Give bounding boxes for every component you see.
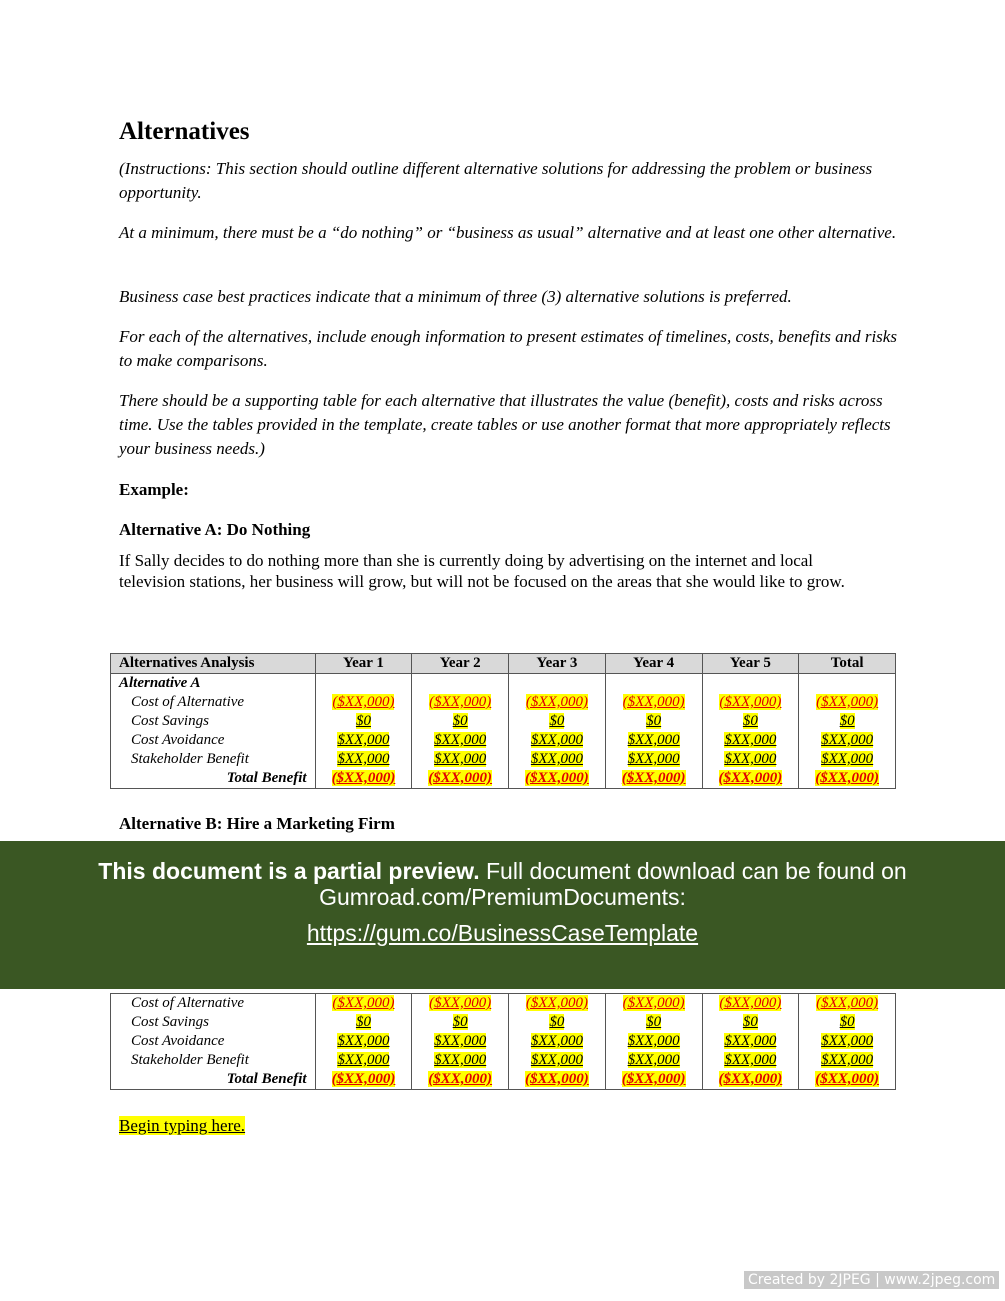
cell-value: $XX,000: [627, 732, 680, 748]
table-cell: [412, 712, 509, 731]
cell-value: ($XX,000): [525, 770, 589, 786]
cell-value: ($XX,000): [719, 995, 782, 1011]
cell-value: ($XX,000): [525, 1071, 589, 1087]
table-cell: [799, 1013, 896, 1032]
table-row: [111, 1013, 896, 1032]
table-cell: [605, 1013, 702, 1032]
cell-value: ($XX,000): [331, 1071, 396, 1087]
cell-value: $0: [355, 713, 371, 729]
table-cell: [605, 731, 702, 750]
cell-value: $XX,000: [821, 732, 874, 748]
table-cell: [605, 1051, 702, 1070]
table-cell: [412, 1032, 509, 1051]
table-cell: [702, 1070, 799, 1090]
cell-value: $XX,000: [337, 1033, 390, 1049]
begin-typing-link[interactable]: [119, 1114, 899, 1138]
table-cell: [509, 1070, 606, 1090]
cell-value: $0: [646, 713, 662, 729]
cell-value: $0: [742, 713, 758, 729]
cell-value: ($XX,000): [428, 770, 493, 786]
table-cell: [315, 994, 412, 1014]
row-label: Cost Avoidance: [111, 1032, 316, 1051]
cell-value: $XX,000: [337, 1052, 390, 1068]
cell-value: ($XX,000): [718, 1071, 783, 1087]
cell-value: ($XX,000): [332, 995, 395, 1011]
column-header: Year 4: [605, 654, 702, 674]
cell-value: $XX,000: [627, 1052, 680, 1068]
cell-value: ($XX,000): [718, 770, 783, 786]
cell-value: $0: [742, 1014, 758, 1030]
table-cell: [702, 1032, 799, 1051]
table-cell: [702, 750, 799, 769]
table-row-group: [111, 674, 896, 694]
empty-cell: [605, 674, 702, 694]
table-cell: [702, 1013, 799, 1032]
table-cell: [702, 712, 799, 731]
row-label: Cost of Alternative: [111, 693, 316, 712]
cell-value: ($XX,000): [621, 770, 686, 786]
cell-value: $0: [549, 1014, 565, 1030]
cell-value: $XX,000: [724, 1033, 777, 1049]
table-cell: [315, 1051, 412, 1070]
table-row: [111, 1070, 896, 1090]
cell-value: $XX,000: [434, 1052, 487, 1068]
alt-a-heading: Alternative A: Do Nothing: [119, 520, 311, 539]
instruction-paragraph: (Instructions: This section should outline different alternative solutions for addressing the problem or business opportunity.: [119, 159, 873, 202]
row-label: Cost Savings: [111, 712, 316, 731]
table-row: [111, 1032, 896, 1051]
cell-value: $XX,000: [627, 751, 680, 767]
table-cell: [799, 1032, 896, 1051]
table-cell: [799, 994, 896, 1014]
table-cell: [509, 750, 606, 769]
cell-value: $XX,000: [434, 751, 487, 767]
alternatives-table-b: [110, 993, 896, 1090]
example-label: Example:: [119, 480, 189, 499]
table-cell: [509, 1013, 606, 1032]
cell-value: $0: [452, 1014, 468, 1030]
cell-value: $0: [549, 713, 565, 729]
cell-value: $XX,000: [724, 732, 777, 748]
table-cell: [509, 712, 606, 731]
cell-value: ($XX,000): [622, 694, 685, 710]
cell-value: $XX,000: [724, 751, 777, 767]
row-group-label: Alternative A: [111, 674, 316, 694]
table-cell: [509, 1032, 606, 1051]
row-label: Stakeholder Benefit: [111, 750, 316, 769]
instruction-paragraph: At a minimum, there must be a “do nothing” or “business as usual” alternative and at least one other alternative.: [119, 223, 897, 242]
row-label: Cost of Alternative: [111, 994, 316, 1014]
table-row: [111, 693, 896, 712]
table-row: [111, 731, 896, 750]
table-cell: [315, 693, 412, 712]
table-cell: [412, 750, 509, 769]
table-cell: [315, 712, 412, 731]
table-cell: [702, 1051, 799, 1070]
cell-value: ($XX,000): [429, 995, 492, 1011]
begin-typing-text[interactable]: Begin typing here.: [119, 1116, 246, 1135]
table-cell: [412, 1070, 509, 1090]
cell-value: ($XX,000): [332, 694, 395, 710]
download-link[interactable]: https://gum.co/BusinessCaseTemplate: [306, 920, 699, 946]
empty-cell: [412, 674, 509, 694]
table-cell: [412, 1013, 509, 1032]
row-label: Stakeholder Benefit: [111, 1051, 316, 1070]
cell-value: ($XX,000): [621, 1071, 686, 1087]
table-cell: [315, 1032, 412, 1051]
cell-value: $XX,000: [337, 751, 390, 767]
cell-value: $XX,000: [821, 1052, 874, 1068]
table-cell: [702, 994, 799, 1014]
table-cell: [605, 1032, 702, 1051]
cell-value: ($XX,000): [525, 694, 588, 710]
table-cell: [315, 1070, 412, 1090]
column-header: Total: [799, 654, 896, 674]
table-cell: [315, 750, 412, 769]
table-row: [111, 769, 896, 789]
preview-banner: [0, 841, 1005, 989]
banner-bold-text: This document is a partial preview.: [98, 858, 480, 884]
table-cell: [799, 693, 896, 712]
empty-cell: [509, 674, 606, 694]
table-cell: [412, 769, 509, 789]
table-cell: [412, 1051, 509, 1070]
table-cell: [412, 693, 509, 712]
cell-value: $0: [355, 1014, 371, 1030]
banner-line-1: [0, 858, 1005, 884]
column-header: Alternatives Analysis: [111, 654, 316, 674]
table-cell: [605, 994, 702, 1014]
table-cell: [605, 750, 702, 769]
banner-line-2: Gumroad.com/PremiumDocuments:: [319, 884, 686, 910]
instruction-paragraph: For each of the alternatives, include enough information to present estimates of timelines, costs, benefits and risks to make comparisons.: [119, 327, 897, 370]
table-cell: [509, 994, 606, 1014]
instruction-paragraph: There should be a supporting table for each alternative that illustrates the value (benefit), costs and risks across time. Use the tables provided in the template, create tables or use another format that more appropriately reflects your business needs.): [119, 391, 891, 458]
table-cell: [799, 1051, 896, 1070]
empty-cell: [702, 674, 799, 694]
instruction-paragraph: Business case best practices indicate that a minimum of three (3) alternative solutions is preferred.: [119, 287, 792, 306]
cell-value: $XX,000: [530, 732, 583, 748]
cell-value: $XX,000: [530, 751, 583, 767]
cell-value: $XX,000: [627, 1033, 680, 1049]
table-cell: [412, 731, 509, 750]
cell-value: $0: [646, 1014, 662, 1030]
empty-cell: [799, 674, 896, 694]
row-label: Total Benefit: [111, 769, 316, 789]
cell-value: $0: [452, 713, 468, 729]
cell-value: $XX,000: [434, 1033, 487, 1049]
cell-value: $0: [839, 713, 855, 729]
cell-value: $XX,000: [821, 1033, 874, 1049]
table-cell: [509, 769, 606, 789]
table-cell: [412, 994, 509, 1014]
table-cell: [605, 1070, 702, 1090]
column-header: Year 2: [412, 654, 509, 674]
table-cell: [799, 731, 896, 750]
cell-value: ($XX,000): [816, 694, 879, 710]
row-label: Total Benefit: [111, 1070, 316, 1090]
cell-value: $XX,000: [337, 732, 390, 748]
alt-b-heading: Alternative B: Hire a Marketing Firm: [119, 814, 395, 833]
watermark: Created by 2JPEG | www.2jpeg.com: [744, 1271, 999, 1289]
alt-a-description: If Sally decides to do nothing more than she is currently doing by advertising on the internet and local television stations, her business will grow, but will not be focused on the areas that she would like to grow.: [119, 551, 845, 591]
table-cell: [702, 693, 799, 712]
cell-value: ($XX,000): [815, 1071, 879, 1087]
table-row: [111, 712, 896, 731]
cell-value: ($XX,000): [622, 995, 685, 1011]
table-cell: [702, 769, 799, 789]
cell-value: ($XX,000): [428, 1071, 493, 1087]
cell-value: ($XX,000): [719, 694, 782, 710]
alternatives-table-a: [110, 653, 896, 789]
section-heading: Alternatives: [119, 118, 250, 145]
table-cell: [509, 1051, 606, 1070]
cell-value: ($XX,000): [816, 995, 879, 1011]
cell-value: ($XX,000): [429, 694, 492, 710]
row-label: Cost Savings: [111, 1013, 316, 1032]
table-row: [111, 750, 896, 769]
table-cell: [315, 731, 412, 750]
cell-value: $XX,000: [821, 751, 874, 767]
table-cell: [702, 731, 799, 750]
column-header: Year 3: [509, 654, 606, 674]
table-cell: [509, 693, 606, 712]
table-cell: [799, 769, 896, 789]
cell-value: $XX,000: [530, 1033, 583, 1049]
cell-value: ($XX,000): [525, 995, 588, 1011]
cell-value: $XX,000: [530, 1052, 583, 1068]
table-cell: [315, 769, 412, 789]
cell-value: $XX,000: [434, 732, 487, 748]
cell-value: ($XX,000): [331, 770, 396, 786]
table-cell: [799, 750, 896, 769]
table-row: [111, 1051, 896, 1070]
table-row: [111, 994, 896, 1014]
table-cell: [605, 769, 702, 789]
cell-value: ($XX,000): [815, 770, 879, 786]
cell-value: $XX,000: [724, 1052, 777, 1068]
table-cell: [315, 1013, 412, 1032]
empty-cell: [315, 674, 412, 694]
table-cell: [799, 1070, 896, 1090]
column-header: Year 1: [315, 654, 412, 674]
cell-value: $0: [839, 1014, 855, 1030]
column-header: Year 5: [702, 654, 799, 674]
banner-text: Full document download can be found on: [479, 858, 907, 884]
table-cell: [605, 693, 702, 712]
table-cell: [799, 712, 896, 731]
table-cell: [605, 712, 702, 731]
row-label: Cost Avoidance: [111, 731, 316, 750]
table-cell: [509, 731, 606, 750]
